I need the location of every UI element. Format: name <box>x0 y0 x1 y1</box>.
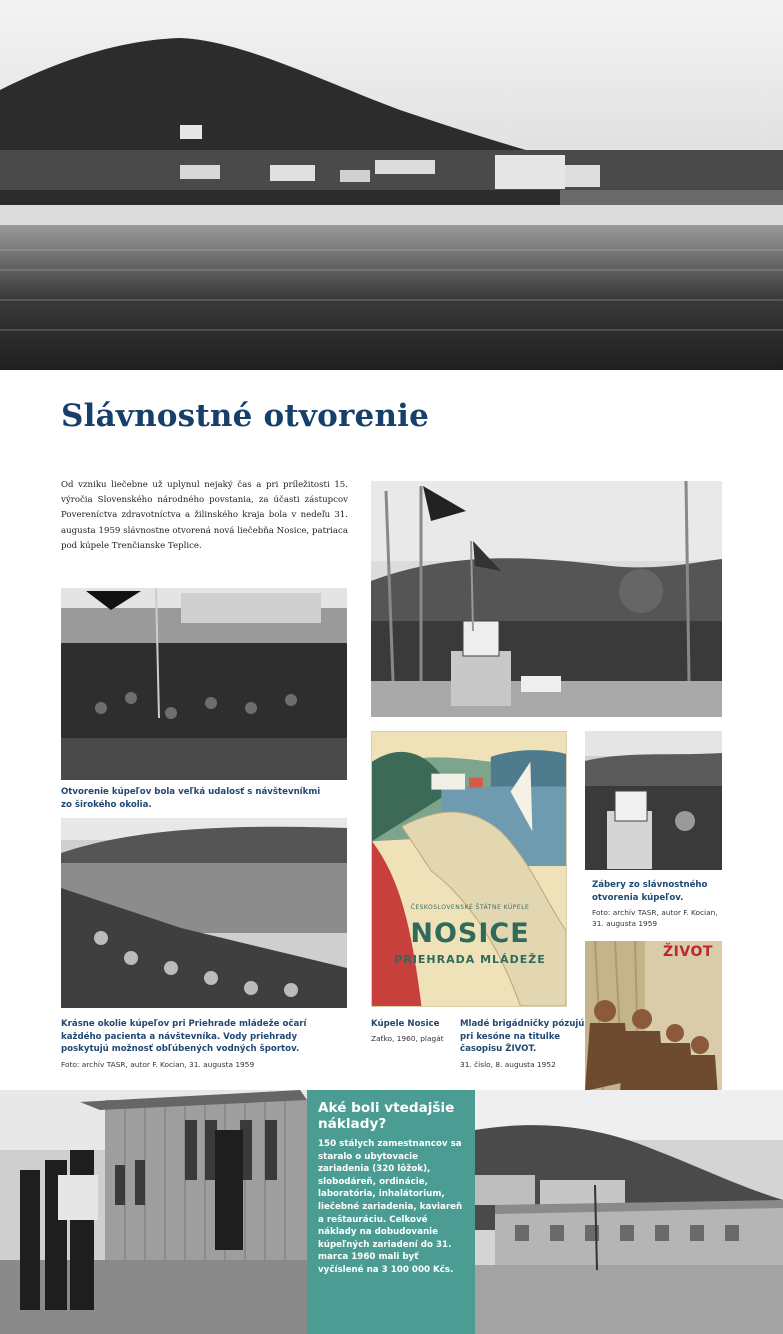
photo-opening-closeup <box>585 731 722 870</box>
poster-subtitle: PRIEHRADA MLÁDEŽE <box>394 953 546 966</box>
sidebar-costs <box>307 1090 475 1334</box>
photo-wooden-barracks <box>0 1090 307 1334</box>
hero-photo-lake-hill <box>0 0 783 370</box>
credit-magazine: 31. číslo, 8. augusta 1952 <box>460 1060 556 1069</box>
caption-surroundings: Krásne okolie kúpeľov pri Priehrade mládeže očarí každého pacienta a návštevníka. Vody priehrady poskytujú možnosť obľúbených vodných športov. <box>61 1019 307 1054</box>
caption-opening-crowd: Otvorenie kúpeľov bola veľká udalosť s návštevníkmi zo širokého okolia. <box>61 787 321 810</box>
photo-opening-crowd <box>61 588 347 780</box>
photo-lake-surroundings <box>61 818 347 1008</box>
poster-kupele-nosice <box>371 731 567 1007</box>
sidebar-text: 150 stálych zamestnancov sa staralo o ubytovacie zariadenia (320 lôžok), slobodáreň, ordinácie, laboratória, inhalátorium, liečebné zariadenia, kaviareň a reštauráciu. Celkové náklady na dobudovanie kúpeľných zariadení do 31. marca 1960 mali byť vyčíslené na 3 100 000 Kčs. <box>318 1139 463 1275</box>
credit-opening: Foto: archív TASR, autor F. Kocian, 31. augusta 1959 <box>592 908 718 928</box>
photo-spa-buildings <box>475 1090 783 1334</box>
magazine-title: ŽIVOT <box>663 944 713 960</box>
caption-poster: Kúpele Nosice <box>371 1019 440 1029</box>
caption-opening: Zábery zo slávnostného otvorenia kúpeľov. <box>592 880 708 903</box>
poster-title: NOSICE <box>410 918 530 949</box>
credit-surroundings: Foto: archív TASR, autor F. Kocian, 31. augusta 1959 <box>61 1060 255 1069</box>
page-title: Slávnostné otvorenie <box>61 398 430 434</box>
poster-top-line: ČESKOSLOVENSKÉ ŠTÁTNE KÚPELE <box>410 904 530 911</box>
photo-opening-ceremony <box>371 481 722 717</box>
credit-poster: Zaťko, 1960, plagát <box>371 1034 444 1043</box>
intro-paragraph: Od vzniku liečebne už uplynul nejaký čas a pri príležitosti 15. výročia Slovenského národného povstania, za účasti zástupcov Povereníctva zdravotníctva a žilinského kraja bola v nedeľu 31. augusta 1959 slávnostne otvorená nová liečebňa Nosice, patriaca pod kúpele Trenčianske Teplice. <box>61 480 348 551</box>
sidebar-title: Aké boli vtedajšie náklady? <box>318 1100 455 1132</box>
caption-magazine: Mladé brigádničky pózujú pri kesóne na titulke časopisu ŽIVOT. <box>460 1019 585 1054</box>
